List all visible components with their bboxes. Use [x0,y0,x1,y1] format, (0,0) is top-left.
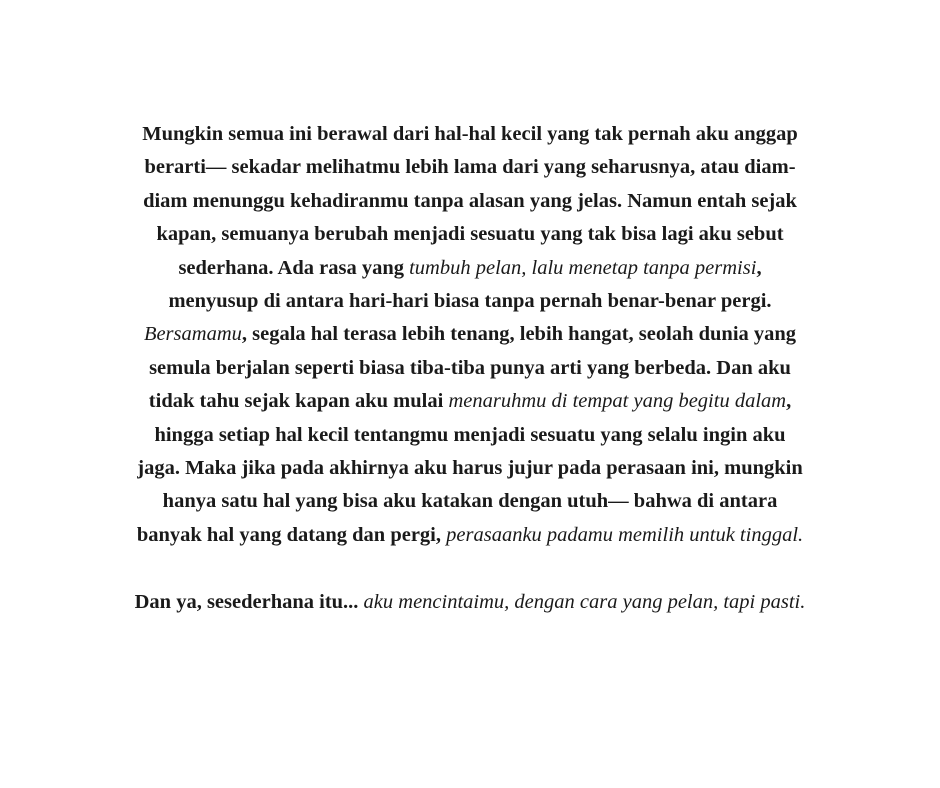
poem-text-block [100,118,840,619]
paragraph-spacer [100,552,840,585]
italic-segment: Bersamamu [143,323,242,346]
paragraph-line [100,519,840,552]
italic-segment: perasaanku padamu memilih untuk tinggal. [446,523,804,546]
text-segment: banyak hal yang datang dan pergi, [136,523,447,546]
closing-italic-text: aku mencintaimu, dengan cara yang pelan, tapi pasti. [363,590,806,613]
text-segment: hingga setiap hal kecil tentangmu menjadi sesuatu yang selalu ingin aku [154,423,786,446]
text-segment: menyusup di antara hari-hari biasa tanpa pernah benar-benar pergi. [168,290,772,313]
paragraph-line [100,285,840,318]
paragraph-line [100,185,840,218]
paragraph-line [100,118,840,151]
paragraph-line [100,419,840,452]
paragraph-line [100,385,840,418]
paragraph-line [100,252,840,285]
closing-normal-text: Dan ya, sesederhana itu... [134,590,364,613]
italic-segment: menaruhmu di tempat yang begitu dalam [448,390,787,413]
paragraph-line [100,151,840,184]
paragraph-line [100,218,840,251]
text-segment: Mungkin semua ini berawal dari hal-hal kecil yang tak pernah aku anggap [142,123,798,145]
main-paragraph [100,118,840,552]
text-segment: hanya satu hal yang bisa aku katakan dengan utuh— bahwa di antara [162,490,778,513]
text-segment: kapan, semuanya berubah menjadi sesuatu yang tak bisa lagi aku sebut [156,223,784,246]
text-segment: tidak tahu sejak kapan aku mulai [148,390,449,413]
paragraph-line [100,318,840,351]
paragraph-line [100,352,840,385]
text-segment: semula berjalan seperti biasa tiba-tiba punya arti yang berbeda. Dan aku [149,356,791,379]
italic-segment: tumbuh pelan, lalu menetap tanpa permisi [409,256,757,279]
paragraph-line [100,452,840,485]
text-segment: , [786,390,792,413]
text-segment: , segala hal terasa lebih tenang, lebih hangat, seolah dunia yang [241,323,797,346]
text-segment: diam menunggu kehadiranmu tanpa alasan yang jelas. Namun entah sejak [143,189,797,212]
text-segment: sederhana. Ada rasa yang [178,256,410,279]
paragraph-line [100,485,840,518]
closing-line [100,586,840,619]
text-segment: , [756,256,762,279]
text-segment: jaga. Maka jika pada akhirnya aku harus jujur pada perasaan ini, mungkin [137,457,803,480]
text-segment: berarti— sekadar melihatmu lebih lama dari yang seharusnya, atau diam- [144,156,796,179]
